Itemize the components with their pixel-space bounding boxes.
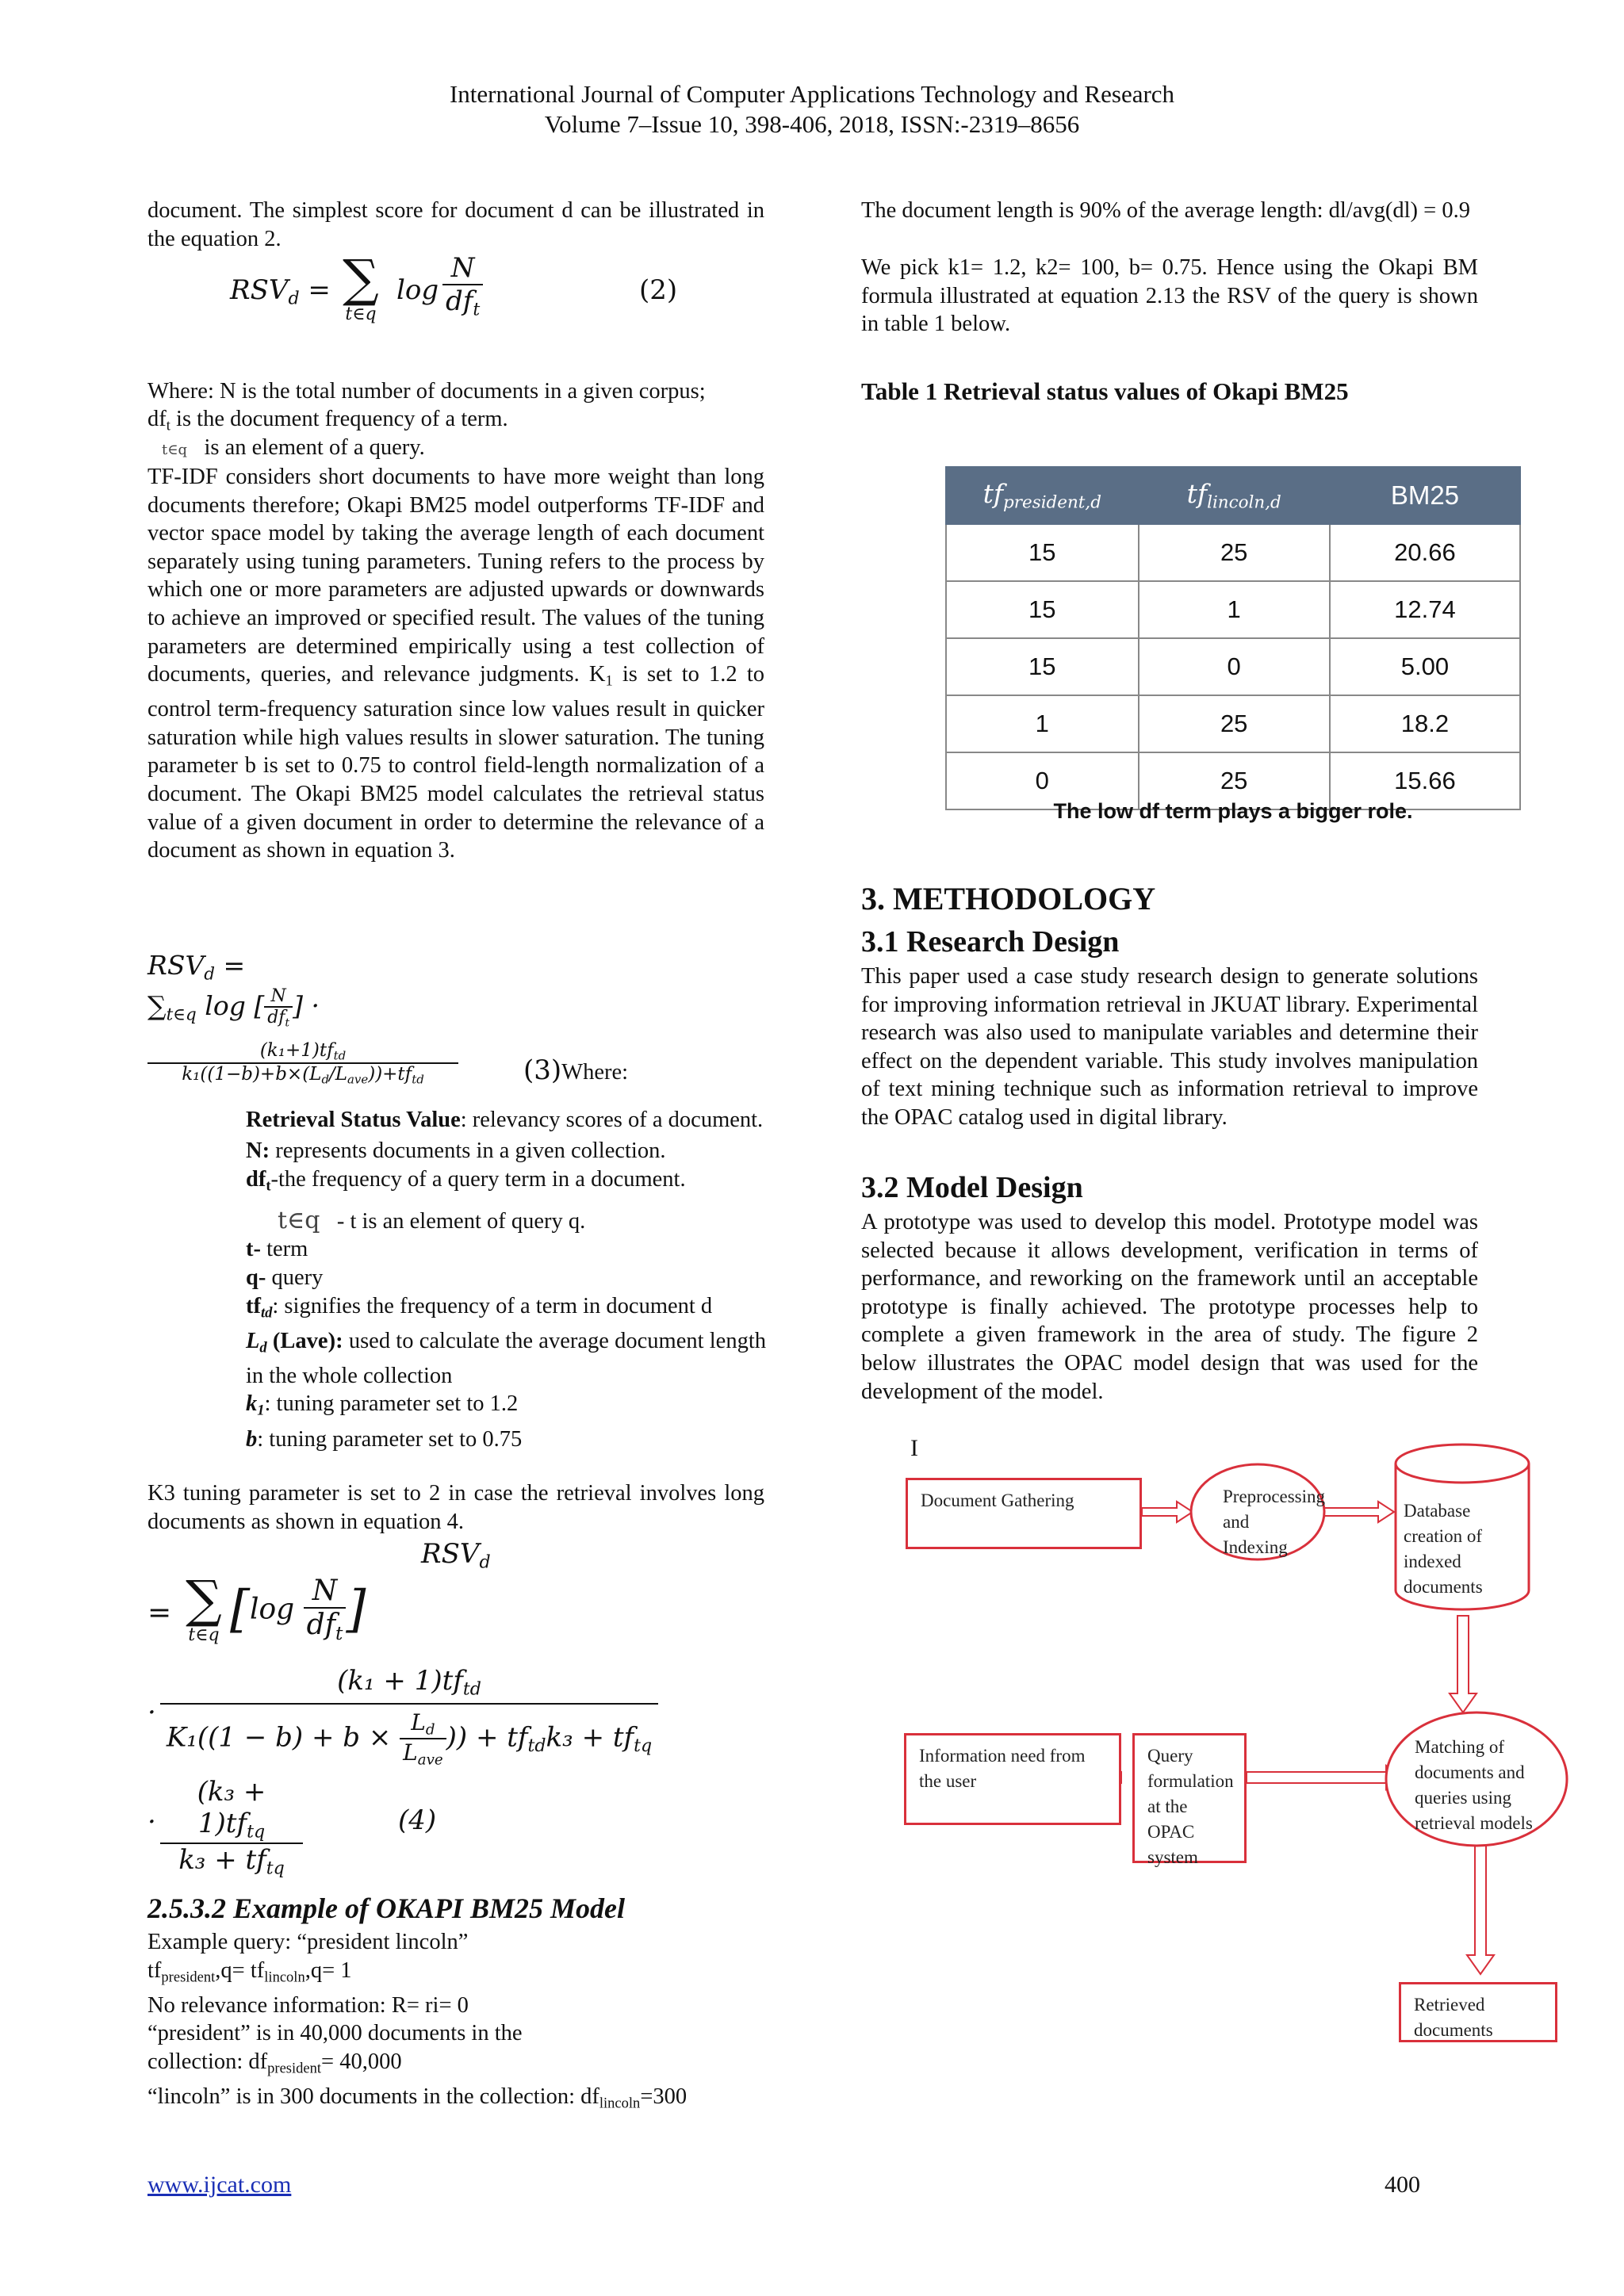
where-n-text: Where: N is the total number of documents in a given corpus; (147, 379, 706, 404)
example-heading: 2.5.3.2 Example of OKAPI BM25 Model (147, 1892, 626, 1924)
table-row: 1 25 18.2 (946, 695, 1520, 752)
journal-website-link[interactable]: www.ijcat.com (147, 2172, 292, 2198)
tfidf-paragraph: TF-IDF considers short documents to have more weight than long documents therefore; Okapi BM25 model outperforms TF-IDF and vector space model by taking the average length of each document separately using tuning parameters. Tuning refers to the process by which one or more parameters are adjusted upwards or downwards to achieve an improved or specified result. The values of the tuning parameters are determined empirically using a test collection of documents, queries, and relevance judgments. $K_1$ is set to 1.2 to control term-frequency saturation since low values result in quicker saturation while high values results in slower saturation. The tuning parameter b is set to 0.75 to control field-length normalization of a document. The Okapi BM25 model calculates the retrieval status value of a given document in order to determine the relevance of a document as shown in equation 3. (147, 465, 764, 863)
section-research-design: 3.1 Research Design (861, 925, 1120, 959)
table-row: 0 25 15.66 (946, 752, 1520, 809)
document-gathering-box: Document Gathering (906, 1478, 1142, 1549)
equation-4-label: (4) (398, 1804, 437, 1836)
header-tf-lincoln: $tf_{lincoln,d}$ (1139, 467, 1330, 524)
equation-2: $RSV_d$ = ∑ t∈q log N $df_t$ (2) (230, 250, 678, 324)
table-row: 15 1 12.74 (946, 581, 1520, 638)
teq-definition: t∈q is an element of a query. (162, 435, 425, 460)
database-label: Database creation of indexed documents (1404, 1501, 1483, 1597)
query-formulation-box: Query formulation at the OPAC system (1132, 1733, 1247, 1863)
arrow-preprocessing-to-database (1324, 1502, 1394, 1522)
arrow-database-to-matching (1450, 1616, 1477, 1712)
header-tf-president: $tf_{president,d}$ (946, 467, 1139, 524)
table-caption: Table 1 Retrieval status values of Okapi BM25 (861, 377, 1349, 405)
equation-3-label: (3) (523, 1054, 562, 1086)
parameters-paragraph: We pick k1= 1.2, k2= 100, b= 0.75. Hence using the Okapi BM formula illustrated at equation 2.13 the RSV of the query is shown in table 1 below. (861, 255, 1478, 337)
bm25-table (945, 466, 1521, 810)
journal-title: International Journal of Computer Applications Technology and Research (449, 80, 1175, 108)
model-design-paragraph: A prototype was used to develop this model. Prototype model was selected because it allows development, verification in terms of performance, and reworking on the framework until an acceptable prototype is finally achieved. The prototype processes help to complete a given framework in the area of study. The figure 2 below illustrates the OPAC model design that was used for the development of the model. (861, 1210, 1478, 1404)
intro-paragraph: document. The simplest score for document d can be illustrated in the equation 2. (147, 198, 764, 251)
equation-3: $RSV_d$ = $\sum_{t\in q}$ log [ $\frac{N}{df_t}$ ] · $(k_1+1)tf_{td}$ $k_1((1-b)+b\times(L_d/L_{ave}))+tf_{td}$ (3)Where: (147, 950, 629, 1087)
table-header-row (946, 467, 1520, 524)
journal-volume: Volume 7–Issue 10, 398-406, 2018, ISSN:-2319–8656 (544, 110, 1080, 138)
arrow-gathering-to-preprocessing (1142, 1502, 1193, 1522)
opac-model-diagram (904, 1435, 1570, 2053)
arrow-matching-to-retrieved (1467, 1844, 1494, 1974)
arrow-query-to-matching (1247, 1766, 1402, 1789)
eq3-definitions: Retrieval Status Value: relevancy scores of a document. N: represents documents in a given collection. $df_t$-the frequency of a query term in a document. t∈q - t is an element of query q. t- term q- query $tf_{td}$: signifies the frequency of a term in document d $L_d$ (Lave): used to calculate the average document length in the whole collection $k_1$: tuning parameter set to 1.2 b: tuning parameter set to 0.75 (246, 1108, 766, 1452)
page-number: 400 (1385, 2172, 1420, 2198)
figure-mark: I (910, 1435, 918, 1461)
matching-label: Matching of documents and queries using retrieval models (1415, 1737, 1533, 1833)
equation-2-label: (2) (639, 274, 678, 306)
section-model-design: 3.2 Model Design (861, 1171, 1083, 1204)
table-row: 15 0 5.00 (946, 638, 1520, 695)
retrieved-documents-box: Retrieved documents (1399, 1982, 1557, 2042)
table-note: The low df term plays a bigger role. (1053, 799, 1413, 823)
t-in-q-icon: t∈q (278, 1206, 320, 1234)
doc-length-paragraph: The document length is 90% of the average length: dl/avg(dl) = 0.9 (861, 198, 1470, 223)
example-list: Example query: “president lincoln” $tf_{president},q= tf_{lincoln},q= 1$ No relevance information: R= ri= 0 “president” is in 40,000 documents in the collection: $df_{president}= 40,000$ “lincoln” is in 300 documents in the collection: $df_{lincoln}=300$ (147, 1930, 688, 2112)
t-in-q-icon: t∈q (162, 442, 188, 458)
information-need-box: Information need from the user (904, 1733, 1121, 1825)
df-definition: $df_t$ is the document frequency of a term. (147, 407, 508, 434)
equation-4: $RSV_d$ = ∑ t∈q [log $\frac{N}{df_t}$ ] · $(k_1 + 1)tf_{td}$ K₁((1 − b) + b × $\frac{L_d}{L_{ave}}$ )) + $tf_{td}k_3 + tf_{tq}$ · $(k_3 + 1)tf_{tq}$ $k_3 + tf_{tq}$ (4) (147, 1538, 774, 1863)
preprocessing-label: Preprocessing and Indexing (1223, 1487, 1326, 1557)
k3-paragraph: K3 tuning parameter is set to 2 in case the retrieval involves long documents as shown in equation 4. (147, 1481, 764, 1534)
header-bm25: BM25 (1330, 467, 1520, 524)
research-design-paragraph: This paper used a case study research design to generate solutions for improving information retrieval in JKUAT library. Experimental research was also used to manipulate variables and determine their effect on the dependent variable. This study involves manipulation of text mining technique such as information retrieval to improve the OPAC catalog used in digital library. (861, 964, 1478, 1130)
table-row: 15 25 20.66 (946, 524, 1520, 581)
section-methodology: 3. METHODOLOGY (861, 881, 1156, 916)
